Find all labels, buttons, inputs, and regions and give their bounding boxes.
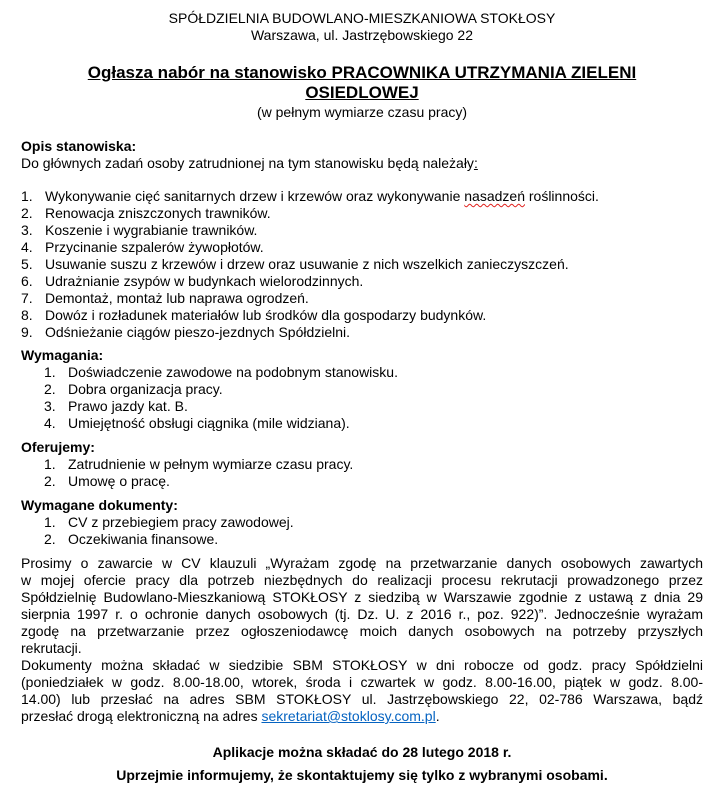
paragraph-line: w mojej ofercie pracy dla potrzeb niezbędnych do realizacji procesu rekrutacji prowadzonego przez <box>21 572 703 588</box>
offer-text: Zatrudnienie w pełnym wymiarze czasu pracy. <box>68 456 354 472</box>
duty-number: 9. <box>21 324 33 340</box>
job-description-heading: Opis stanowiska: <box>21 138 137 154</box>
duty-text: Udrażnianie zsypów w budynkach wielorodzinnych. <box>45 273 364 289</box>
requirement-number: 3. <box>44 398 56 414</box>
submission-info-paragraph <box>21 657 703 725</box>
document-number: 1. <box>44 514 56 530</box>
document-text: CV z przebiegiem pracy zawodowej. <box>68 514 294 530</box>
duty-number: 2. <box>21 205 33 221</box>
duty-number: 3. <box>21 222 33 238</box>
intro-colon: : <box>473 155 478 171</box>
title-line-2: OSIEDLOWEJ <box>305 83 419 102</box>
paragraph-line: 14.00) lub przesłać na adres SBM STOKŁOSY ul. Jastrzębowskiego 22, 02-786 Warszawa, bądź <box>21 691 703 707</box>
duty-text: Koszenie i wygrabianie trawników. <box>45 222 258 238</box>
requirement-number: 2. <box>44 381 56 397</box>
duty-text: Demontaż, montaż lub naprawa ogrodzeń. <box>45 290 309 306</box>
application-deadline: Aplikacje można składać do 28 lutego 2018 r. <box>212 744 512 760</box>
duty-number: 6. <box>21 273 33 289</box>
duty-number: 8. <box>21 307 33 323</box>
title-line-1: Ogłasza nabór na stanowisko PRACOWNIKA UTRZYMANIA ZIELENI <box>87 63 637 82</box>
announcement-title <box>21 63 703 103</box>
paragraph-line: Dokumenty można składać w siedzibie SBM STOKŁOSY w dni robocze od godz. pracy Spółdzielni <box>21 657 703 673</box>
document-text: Oczekiwania finansowe. <box>68 531 219 547</box>
duty-number: 4. <box>21 239 33 255</box>
requirement-text: Prawo jazdy kat. B. <box>68 398 188 414</box>
spellcheck-flagged-word: nasadzeń <box>464 188 525 204</box>
paragraph-line: Prosimy o zawarcie w CV klauzuli „Wyrażam zgodę na przetwarzanie danych osobowych zawartych <box>21 555 703 571</box>
organization-name: SPÓŁDZIELNIA BUDOWLANO-MIESZKANIOWA STOKŁOSY <box>168 10 556 26</box>
duty-text-post: roślinności. <box>524 188 599 204</box>
document-number: 2. <box>44 531 56 547</box>
duty-text: Usuwanie suszu z krzewów i drzew oraz usuwanie z nich wszelkich zanieczyszczeń. <box>45 256 569 272</box>
email-link[interactable]: sekretariat@stoklosy.com.pl <box>261 708 436 724</box>
requirement-text: Dobra organizacja pracy. <box>68 381 223 397</box>
paragraph-line: (poniedziałek w godz. 8.00-18.00, wtorek, środa i czwartek w godz. 8.00-16.00, piątek w godz. 8.00- <box>21 674 703 690</box>
paragraph-line: sierpnia 1997 r. o ochronie danych osobowych (tj. Dz. U. z 2016 r., poz. 922)”. Jednocześnie wyrażam <box>21 606 703 622</box>
announcement-subtitle: (w pełnym wymiarze czasu pracy) <box>256 104 468 120</box>
documents-heading: Wymagane dokumenty: <box>21 497 178 513</box>
duty-number: 5. <box>21 256 33 272</box>
contact-notice: Uprzejmie informujemy, że skontaktujemy się tylko z wybranymi osobami. <box>116 767 608 783</box>
requirement-text: Doświadczenie zawodowe na podobnym stanowisku. <box>68 364 398 380</box>
duty-number: 1. <box>21 188 33 204</box>
offer-text: Umowę o pracę. <box>68 473 170 489</box>
duty-text: Dowóz i rozładunek materiałów lub środków dla gospodarzy budynków. <box>45 307 487 323</box>
job-description-intro <box>21 155 478 172</box>
paragraph-line: rekrutacji. <box>21 640 82 656</box>
offer-number: 2. <box>44 473 56 489</box>
organization-address: Warszawa, ul. Jastrzębowskiego 22 <box>250 27 474 43</box>
email-suffix: . <box>435 708 440 724</box>
duty-text-pre: Wykonywanie cięć sanitarnych drzew i krzewów oraz wykonywanie <box>45 188 465 204</box>
requirement-text: Umiejętność obsługi ciągnika (mile widziana). <box>68 415 350 431</box>
duty-text <box>45 188 599 205</box>
duty-text: Odśnieżanie ciągów pieszo-jezdnych Spółdzielni. <box>45 324 351 340</box>
consent-clause-paragraph <box>21 555 703 657</box>
paragraph-line: zgodę na przetwarzanie przez ogłoszeniodawcę moich danych osobowych na potrzeby przyszłych <box>21 623 703 639</box>
offer-number: 1. <box>44 456 56 472</box>
paragraph-line <box>21 708 703 725</box>
duty-number: 7. <box>21 290 33 306</box>
email-prefix: przesłać drogą elektroniczną na adres <box>21 708 262 724</box>
duty-text: Przycinanie szpalerów żywopłotów. <box>45 239 264 255</box>
intro-text: Do głównych zadań osoby zatrudnionej na tym stanowisku będą należały <box>21 155 474 171</box>
offer-heading: Oferujemy: <box>21 439 95 455</box>
requirement-number: 4. <box>44 415 56 431</box>
requirements-heading: Wymagania: <box>21 347 104 363</box>
requirement-number: 1. <box>44 364 56 380</box>
paragraph-line: Spółdzielnię Budowlano-Mieszkaniową STOKŁOSY z siedzibą w Warszawie zgodnie z ustawą z dnia 29 <box>21 589 703 605</box>
duty-text: Renowacja zniszczonych trawników. <box>45 205 271 221</box>
